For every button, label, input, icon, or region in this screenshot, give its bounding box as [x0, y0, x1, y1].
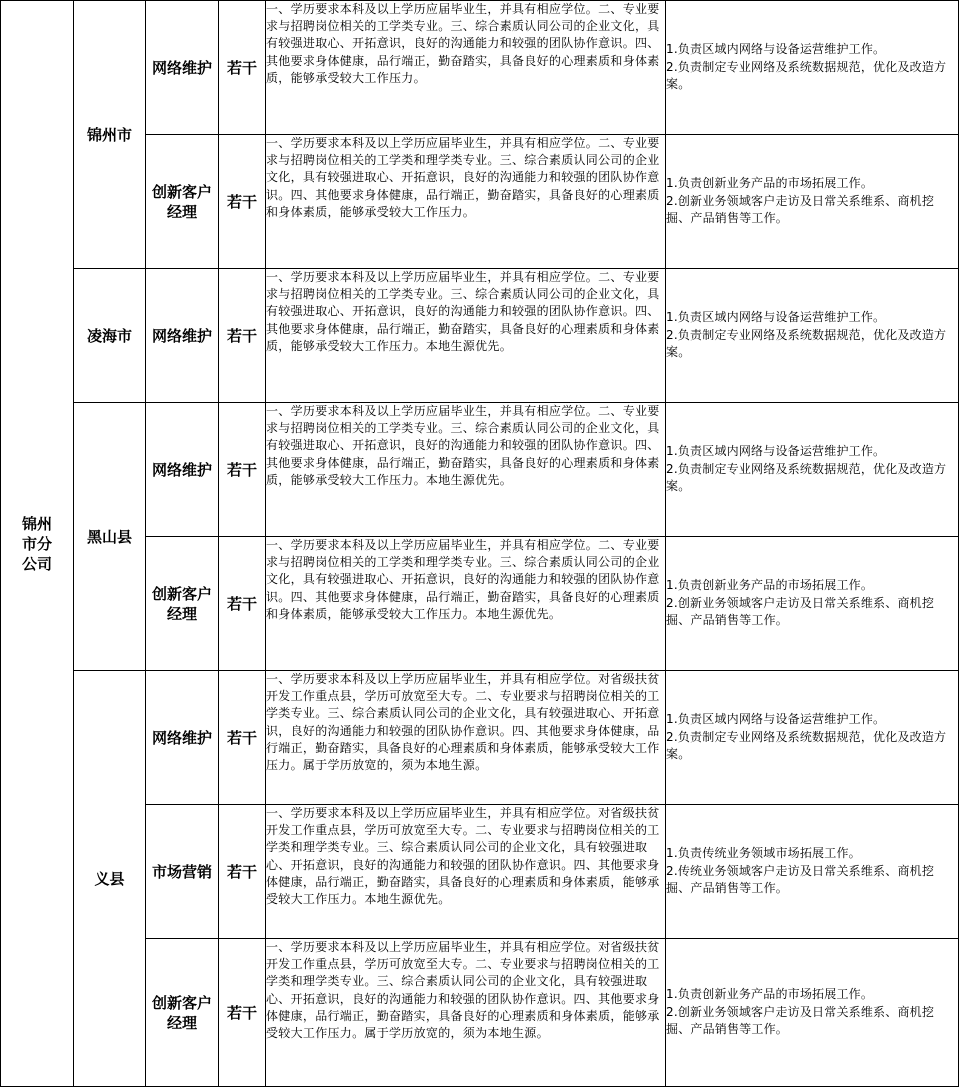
count-cell: [219, 135, 266, 269]
count-cell: [219, 403, 266, 537]
table-row: [1, 671, 959, 805]
city-name: 凌海市: [86, 326, 132, 345]
requirements-text: 一、学历要求本科及以上学历应届毕业生，并具有相应学位。二、专业要求与招聘岗位相关的工学类专业。三、综合素质认同公司的企业文化，具有较强进取心、开拓意识，良好的沟通能力和较强的团队协作意识。四、其他要求身体健康，品行端正，勤奋踏实，具备良好的心理素质和身体素质，能够承受较大工作压力。本地生源优先。: [266, 404, 660, 487]
duty-item: 1.负责区域内网络与设备运营维护工作。: [666, 310, 886, 325]
requirements-cell: [266, 537, 666, 671]
count-cell: [219, 805, 266, 939]
requirements-cell: [266, 403, 666, 537]
position-cell: [146, 403, 219, 537]
duty-item: 1.负责区域内网络与设备运营维护工作。: [666, 42, 886, 57]
requirements-text: 一、学历要求本科及以上学历应届毕业生，并具有相应学位。二、专业要求与招聘岗位相关的工学类专业。三、综合素质认同公司的企业文化，具有较强进取心、开拓意识，良好的沟通能力和较强的团队协作意识。四、其他要求身体健康，品行端正，勤奋踏实，具备良好的心理素质和身体素质，能够承受较大工作压力。本地生源优先。: [266, 270, 660, 353]
position-name: 网络维护: [151, 460, 212, 479]
hire-count: 若干: [226, 594, 257, 613]
position-cell: [146, 671, 219, 805]
company-name: 锦州市分公司: [21, 514, 52, 573]
hire-count: 若干: [226, 862, 257, 881]
position-cell: [146, 939, 219, 1087]
duty-item: 2.创新业务领域客户走访及日常关系维系、商机挖掘、产品销售等工作。: [666, 193, 935, 226]
position-name: 创新客户经理: [151, 584, 212, 623]
requirements-text: 一、学历要求本科及以上学历应届毕业生，并具有相应学位。二、专业要求与招聘岗位相关的工学类和理学类专业。三、综合素质认同公司的企业文化，具有较强进取心、开拓意识，良好的沟通能力和较强的团队协作意识。四、其他要求身体健康，品行端正，勤奋踏实，具备良好的心理素质和身体素质，能够承受较大工作压力。: [266, 136, 660, 219]
city-cell: [74, 671, 146, 1087]
position-name: 市场营销: [151, 862, 212, 881]
city-name: 义县: [94, 869, 125, 888]
position-name: 创新客户经理: [151, 182, 212, 221]
position-name: 网络维护: [151, 728, 212, 747]
duty-item: 2.负责制定专业网络及系统数据规范，优化及改造方案。: [666, 59, 947, 92]
requirements-text: 一、学历要求本科及以上学历应届毕业生，并具有相应学位。对省级扶贫开发工作重点县，学历可放宽至大专。二、专业要求与招聘岗位相关的工学类和理学类专业。三、综合素质认同公司的企业文化，具有较强进取心、开拓意识，良好的沟通能力和较强的团队协作意识。四、其他要求身体健康，品行端正，勤奋踏实，具备良好的心理素质和身体素质，能够承受较大工作压力。属于学历放宽的，须为本地生源。: [266, 940, 660, 1041]
position-name: 网络维护: [151, 58, 212, 77]
table-row: [1, 269, 959, 403]
requirements-text: 一、学历要求本科及以上学历应届毕业生，并具有相应学位。二、专业要求与招聘岗位相关的工学类和理学类专业。三、综合素质认同公司的企业文化，具有较强进取心、开拓意识，良好的沟通能力和较强的团队协作意识。四、其他要求身体健康，品行端正，勤奋踏实，具备良好的心理素质和身体素质，能够承受较大工作压力。本地生源优先。: [266, 538, 660, 621]
hire-count: 若干: [226, 728, 257, 747]
hire-count: 若干: [226, 1003, 257, 1022]
requirements-cell: [266, 671, 666, 805]
duty-item: 2.负责制定专业网络及系统数据规范，优化及改造方案。: [666, 461, 947, 494]
city-name: 锦州市: [86, 125, 132, 144]
requirements-text: 一、学历要求本科及以上学历应届毕业生，并具有相应学位。对省级扶贫开发工作重点县，学历可放宽至大专。二、专业要求与招聘岗位相关的工学类和理学类专业。三、综合素质认同公司的企业文化，具有较强进取心、开拓意识，良好的沟通能力和较强的团队协作意识。四、其他要求身体健康，品行端正，勤奋踏实，具备良好的心理素质和身体素质，能够承受较大工作压力。本地生源优先。: [266, 806, 660, 907]
duties-cell: [666, 671, 959, 805]
duties-cell: [666, 939, 959, 1087]
count-cell: [219, 1, 266, 135]
position-cell: [146, 269, 219, 403]
count-cell: [219, 269, 266, 403]
requirements-cell: [266, 269, 666, 403]
duty-item: 1.负责创新业务产品的市场拓展工作。: [666, 578, 874, 593]
duty-item: 1.负责区域内网络与设备运营维护工作。: [666, 444, 886, 459]
duty-item: 1.负责创新业务产品的市场拓展工作。: [666, 987, 874, 1002]
hire-count: 若干: [226, 460, 257, 479]
requirements-text: 一、学历要求本科及以上学历应届毕业生，并具有相应学位。对省级扶贫开发工作重点县，学历可放宽至大专。二、专业要求与招聘岗位相关的工学类专业。三、综合素质认同公司的企业文化，具有较强进取心、开拓意识，良好的沟通能力和较强的团队协作意识。四、其他要求身体健康，品行端正，勤奋踏实，具备良好的心理素质和身体素质，能够承受较大工作压力。属于学历放宽的，须为本地生源。: [266, 672, 660, 773]
city-name: 黑山县: [86, 527, 132, 546]
count-cell: [219, 671, 266, 805]
requirements-cell: [266, 805, 666, 939]
duty-item: 1.负责创新业务产品的市场拓展工作。: [666, 176, 874, 191]
city-cell: [74, 269, 146, 403]
requirements-cell: [266, 135, 666, 269]
position-cell: [146, 1, 219, 135]
requirements-cell: [266, 939, 666, 1087]
duty-item: 2.创新业务领域客户走访及日常关系维系、商机挖掘、产品销售等工作。: [666, 1004, 935, 1037]
count-cell: [219, 537, 266, 671]
position-name: 创新客户经理: [151, 993, 212, 1032]
duties-cell: [666, 135, 959, 269]
hire-count: 若干: [226, 58, 257, 77]
requirements-text: 一、学历要求本科及以上学历应届毕业生，并具有相应学位。二、专业要求与招聘岗位相关的工学类专业。三、综合素质认同公司的企业文化，具有较强进取心、开拓意识，良好的沟通能力和较强的团队协作意识。四、其他要求身体健康，品行端正，勤奋踏实，具备良好的心理素质和身体素质，能够承受较大工作压力。: [266, 2, 660, 85]
position-cell: [146, 805, 219, 939]
requirements-cell: [266, 1, 666, 135]
table-row: [1, 403, 959, 537]
duties-cell: [666, 805, 959, 939]
duties-cell: [666, 1, 959, 135]
duties-cell: [666, 537, 959, 671]
count-cell: [219, 939, 266, 1087]
duty-item: 2.负责制定专业网络及系统数据规范，优化及改造方案。: [666, 327, 947, 360]
city-cell: [74, 1, 146, 269]
city-cell: [74, 403, 146, 671]
duty-item: 2.传统业务领域客户走访及日常关系维系、商机挖掘、产品销售等工作。: [666, 863, 935, 896]
duty-item: 2.创新业务领域客户走访及日常关系维系、商机挖掘、产品销售等工作。: [666, 595, 935, 628]
duty-item: 1.负责传统业务领域市场拓展工作。: [666, 846, 861, 861]
duties-cell: [666, 269, 959, 403]
duty-item: 1.负责区域内网络与设备运营维护工作。: [666, 712, 886, 727]
company-cell: [1, 1, 74, 1087]
duties-cell: [666, 403, 959, 537]
hire-count: 若干: [226, 326, 257, 345]
position-cell: [146, 537, 219, 671]
position-cell: [146, 135, 219, 269]
duty-item: 2.负责制定专业网络及系统数据规范，优化及改造方案。: [666, 729, 947, 762]
hire-count: 若干: [226, 192, 257, 211]
position-name: 网络维护: [151, 326, 212, 345]
table-row: [1, 1, 959, 135]
